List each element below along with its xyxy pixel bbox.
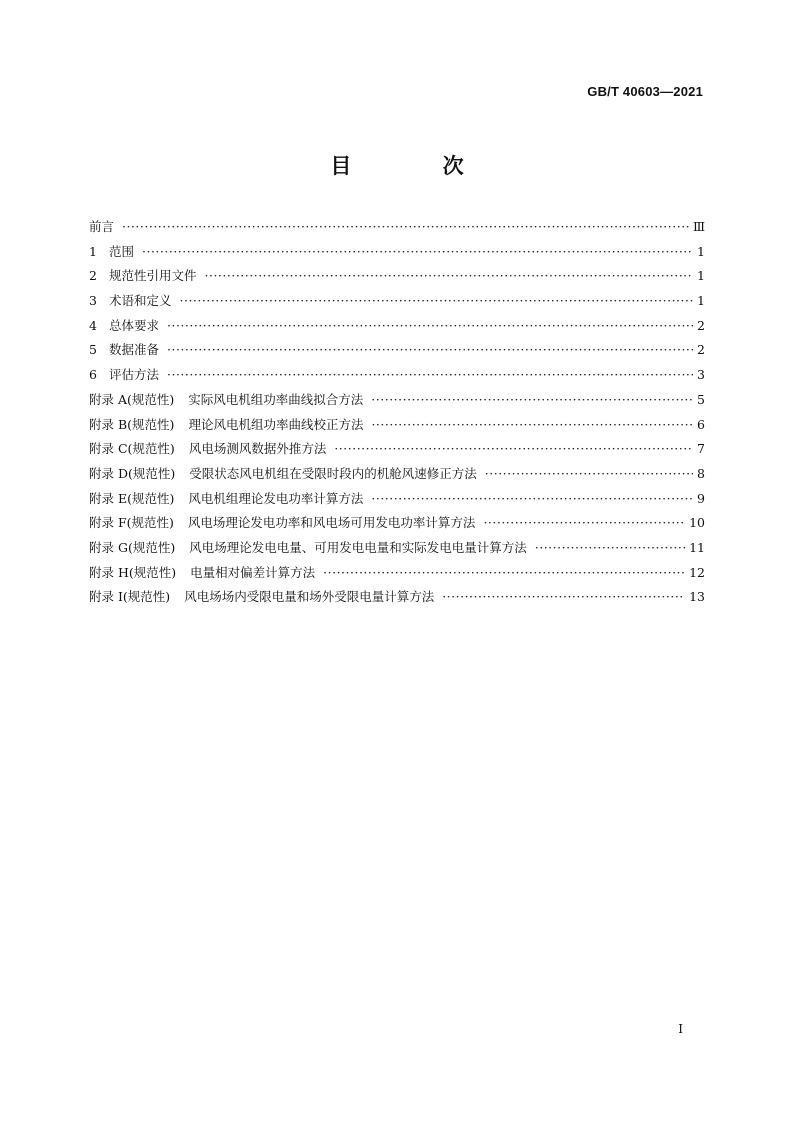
toc-appendix-prefix: 附录 A — [89, 391, 128, 407]
toc-leader-dots — [442, 585, 685, 610]
toc-entry-label — [89, 289, 172, 314]
toc-leader-dots — [122, 215, 689, 240]
toc-entry-page: 7 — [697, 441, 705, 457]
toc-entry-page: 5 — [697, 391, 705, 407]
toc-entry-title: 实际风电机组功率曲线拟合方法 — [188, 391, 364, 407]
toc-entry-label — [89, 215, 114, 240]
toc-entry-title: 数据准备 — [109, 342, 160, 358]
toc-entry-appendix-g[interactable] — [89, 536, 705, 561]
toc-entry-label — [89, 511, 475, 536]
toc-leader-dots — [483, 511, 685, 536]
toc-leader-dots — [167, 363, 693, 388]
toc-entry-number: 1 — [89, 243, 97, 259]
toc-entry-number: 2 — [89, 268, 97, 284]
toc-leader-dots — [205, 264, 693, 289]
toc-entry-title: 范围 — [109, 243, 135, 259]
toc-entry-appendix-e[interactable] — [89, 487, 705, 512]
toc-leader-dots — [371, 388, 693, 413]
toc-entry-number: 4 — [89, 317, 97, 333]
toc-entry-title: 电量相对偏差计算方法 — [190, 564, 316, 580]
toc-entry-title: 风电场场内受限电量和场外受限电量计算方法 — [184, 589, 435, 605]
toc-entry-label — [89, 437, 326, 462]
toc-appendix-prefix: 附录 H — [89, 564, 129, 580]
toc-leader-dots — [323, 561, 685, 586]
toc-entry-page: 1 — [697, 293, 705, 309]
toc-appendix-prefix: 附录 I — [89, 589, 123, 605]
toc-entry-appendix-a[interactable] — [89, 388, 705, 413]
toc-entry-label — [89, 413, 363, 438]
toc-entry-section-4[interactable] — [89, 314, 705, 339]
toc-appendix-prefix: 附录 B — [89, 416, 128, 432]
toc-entry-label — [89, 338, 159, 363]
toc-entry-appendix-c[interactable] — [89, 437, 705, 462]
toc-entry-page: 9 — [697, 490, 705, 506]
toc-entry-title: 术语和定义 — [109, 293, 172, 309]
toc-appendix-type: (规范性) — [128, 564, 177, 580]
toc-entry-number: 3 — [89, 293, 97, 309]
toc-leader-dots — [167, 338, 693, 363]
toc-appendix-prefix: 附录 C — [89, 441, 128, 457]
toc-entry-page: 13 — [689, 589, 705, 605]
toc-leader-dots — [334, 437, 693, 462]
toc-entry-appendix-i[interactable] — [89, 585, 705, 610]
toc-leader-dots — [371, 487, 693, 512]
toc-entry-label — [89, 314, 159, 339]
toc-entry-label — [89, 536, 527, 561]
toc-entry-section-3[interactable] — [89, 289, 705, 314]
toc-entry-section-5[interactable] — [89, 338, 705, 363]
toc-entry-title: 评估方法 — [109, 367, 160, 383]
toc-entry-appendix-f[interactable] — [89, 511, 705, 536]
toc-entry-label — [89, 585, 434, 610]
page-number: Ⅰ — [678, 1022, 683, 1036]
toc-entry-label — [89, 561, 315, 586]
toc-leader-dots — [142, 240, 693, 265]
toc-entry-section-6[interactable] — [89, 363, 705, 388]
toc-entry-label — [89, 264, 197, 289]
toc-leader-dots — [535, 536, 685, 561]
toc-appendix-prefix: 附录 E — [89, 490, 128, 506]
toc-appendix-type: (规范性) — [127, 490, 175, 506]
toc-entry-title: 受限状态风电机组在受限时段内的机舱风速修正方法 — [189, 465, 477, 481]
toc-entry-label — [89, 388, 363, 413]
toc-entry-page: 1 — [697, 268, 705, 284]
toc-entry-title: 风电机组理论发电功率计算方法 — [188, 490, 364, 506]
toc-entry-page: 3 — [697, 367, 705, 383]
toc-appendix-prefix: 附录 F — [89, 515, 127, 531]
toc-appendix-type: (规范性) — [127, 539, 176, 555]
toc-entry-title: 风电场理论发电功率和风电场可用发电功率计算方法 — [187, 515, 476, 531]
toc-entry-title: 风电场测风数据外推方法 — [188, 441, 327, 457]
toc-leader-dots — [180, 289, 693, 314]
toc-entry-label — [89, 462, 477, 487]
toc-entry-page: 12 — [689, 564, 705, 580]
toc-appendix-type: (规范性) — [127, 391, 175, 407]
toc-appendix-type: (规范性) — [127, 441, 175, 457]
page-title: 目 次 — [330, 154, 506, 178]
toc-appendix-type: (规范性) — [127, 416, 175, 432]
toc-leader-dots — [167, 314, 693, 339]
toc-entry-appendix-h[interactable] — [89, 561, 705, 586]
toc-entry-title: 规范性引用文件 — [109, 268, 197, 284]
toc-entry-title: 总体要求 — [109, 317, 160, 333]
toc-entry-appendix-b[interactable] — [89, 413, 705, 438]
toc-entry-page: 8 — [697, 465, 705, 481]
toc-entry-page: 2 — [697, 342, 705, 358]
table-of-contents — [89, 215, 705, 610]
toc-appendix-prefix: 附录 G — [89, 539, 128, 555]
toc-entry-number: 6 — [89, 367, 97, 383]
toc-entry-page: 1 — [697, 243, 705, 259]
toc-appendix-prefix: 附录 D — [89, 465, 128, 481]
toc-entry-number: 5 — [89, 342, 97, 358]
toc-entry-title: 风电场理论发电电量、可用发电电量和实际发电电量计算方法 — [189, 539, 527, 555]
toc-entry-label — [89, 240, 134, 265]
toc-entry-appendix-d[interactable] — [89, 462, 705, 487]
toc-entry-page: Ⅲ — [692, 219, 705, 234]
toc-appendix-type: (规范性) — [122, 589, 171, 605]
toc-entry-foreword[interactable] — [89, 215, 705, 240]
toc-entry-page: 11 — [689, 539, 705, 555]
toc-leader-dots — [371, 413, 693, 438]
toc-entry-title: 前言 — [89, 219, 115, 234]
toc-entry-section-1[interactable] — [89, 240, 705, 265]
toc-leader-dots — [485, 462, 693, 487]
toc-entry-page: 6 — [697, 416, 705, 432]
toc-entry-section-2[interactable] — [89, 264, 705, 289]
standard-code: GB/T 40603—2021 — [587, 84, 703, 99]
toc-entry-label — [89, 363, 159, 388]
toc-appendix-type: (规范性) — [128, 465, 176, 481]
toc-entry-title: 理论风电机组功率曲线校正方法 — [188, 416, 364, 432]
toc-appendix-type: (规范性) — [126, 515, 174, 531]
toc-entry-label — [89, 487, 363, 512]
toc-entry-page: 10 — [689, 515, 705, 531]
toc-entry-page: 2 — [697, 317, 705, 333]
